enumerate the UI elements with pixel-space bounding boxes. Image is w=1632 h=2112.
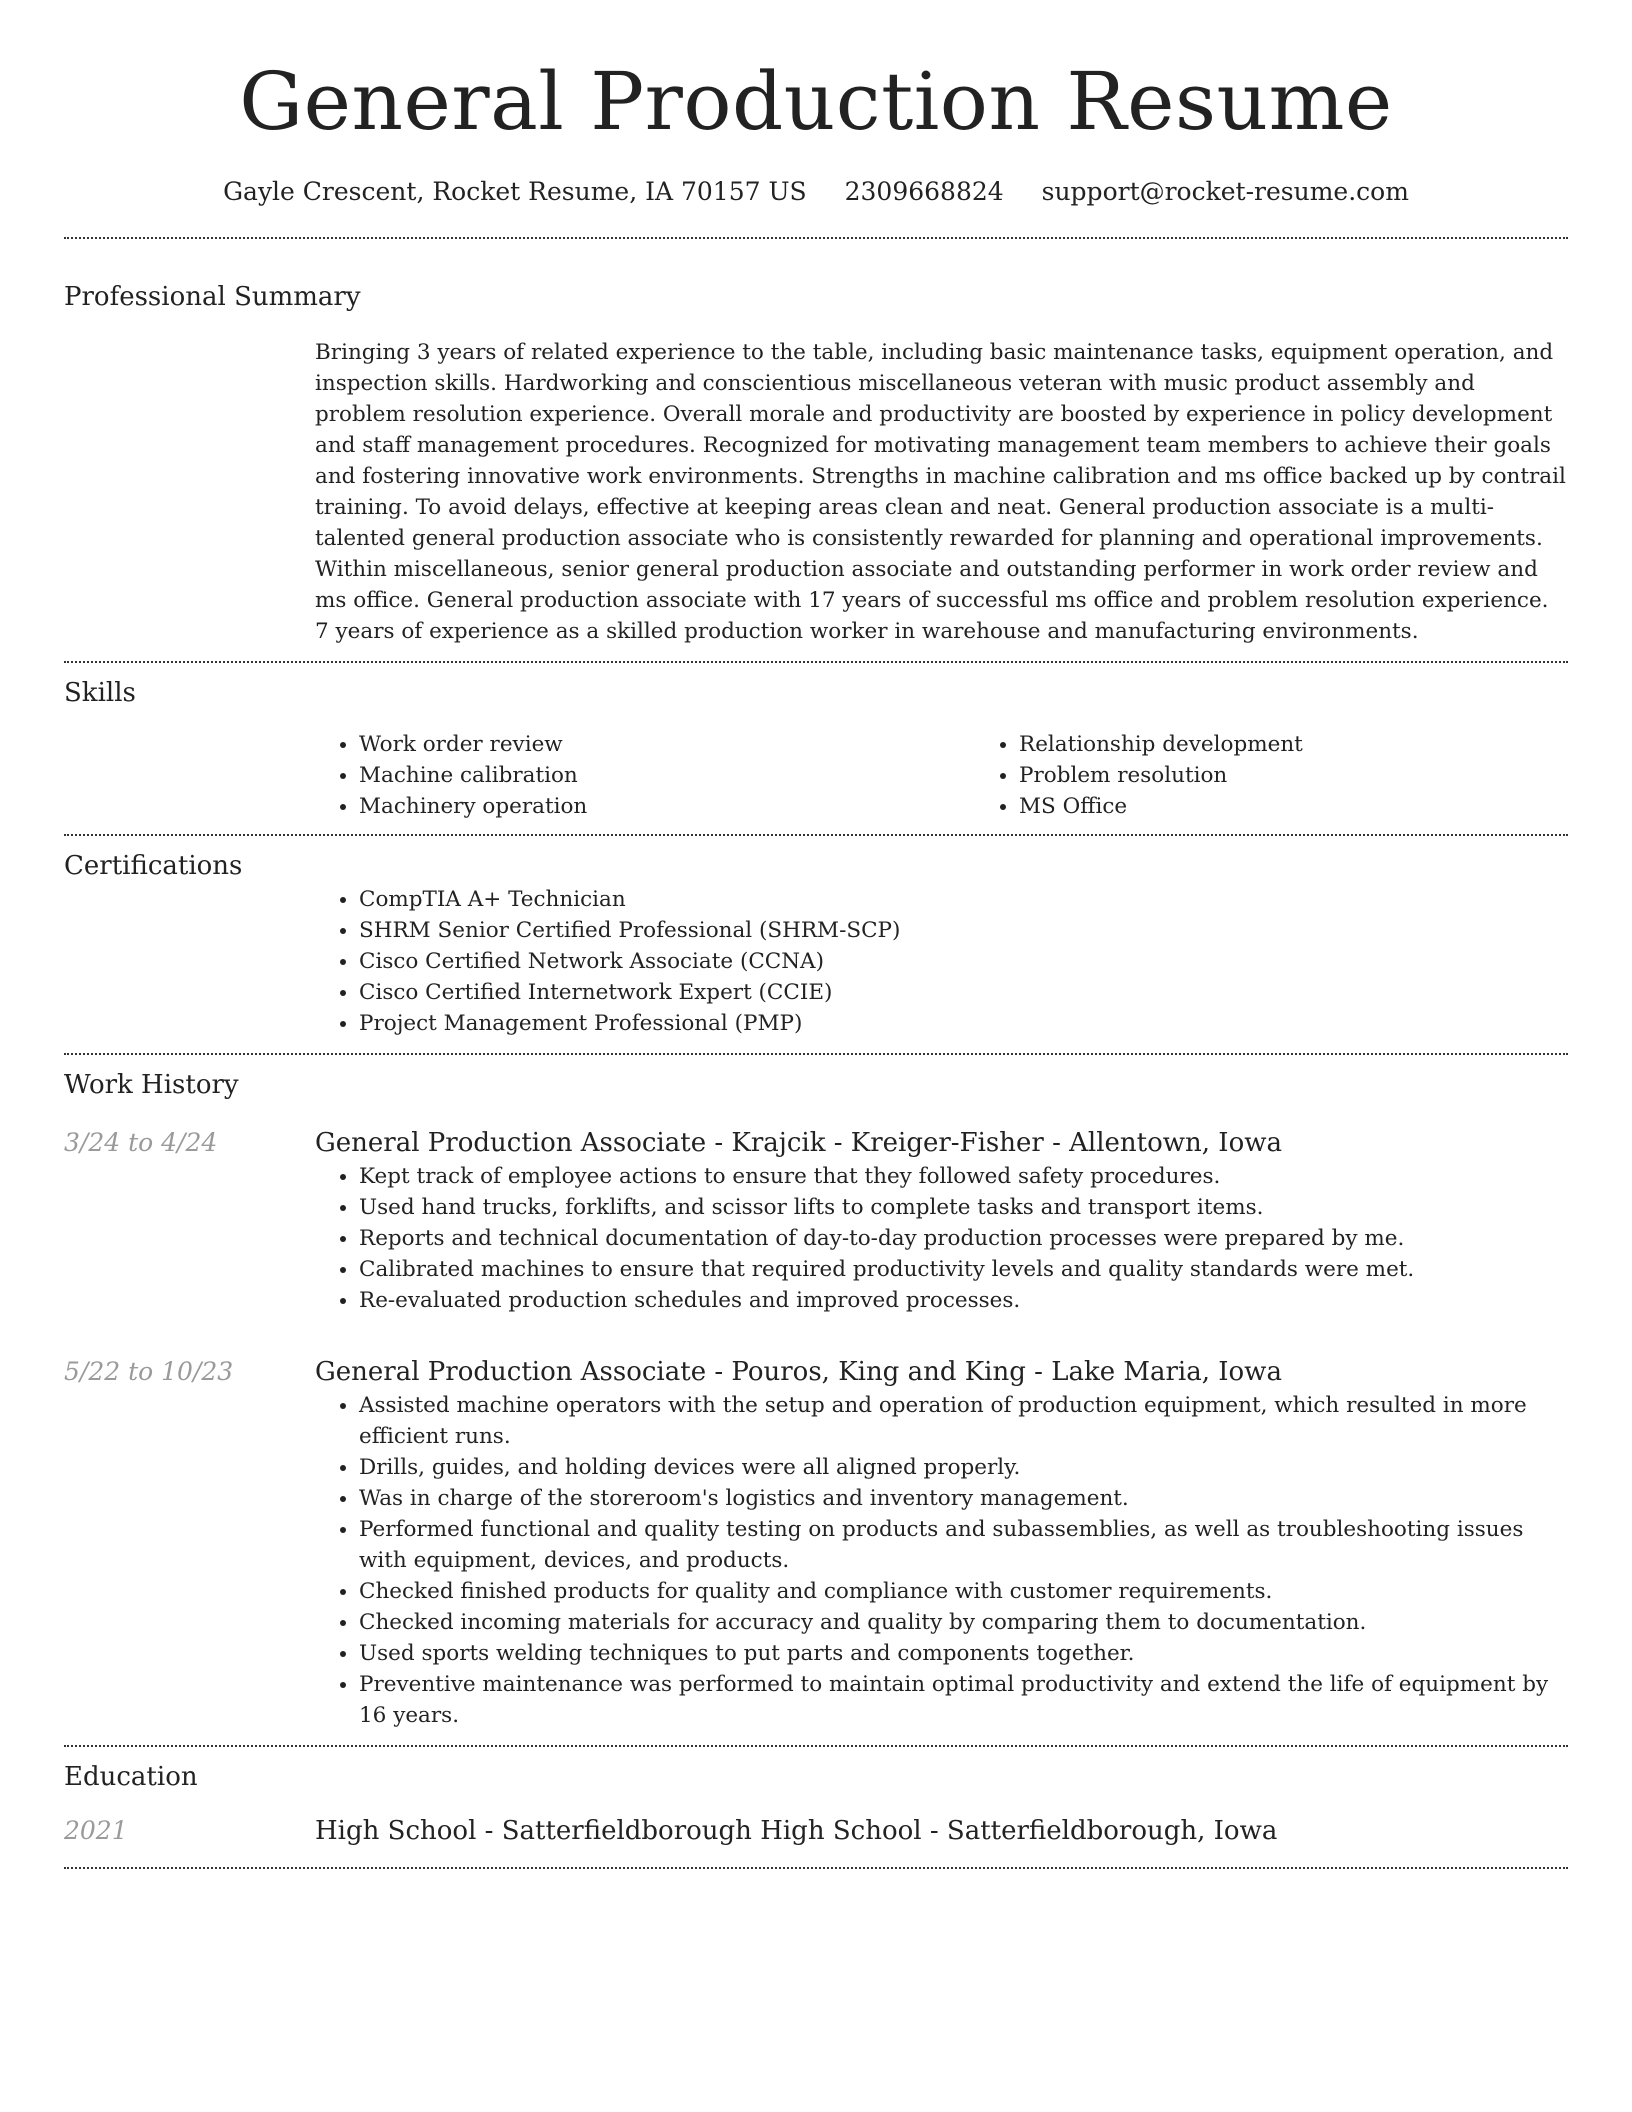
certification-item: • Cisco Certified Internetwork Expert (CCIE) (359, 977, 1568, 1008)
resume-header (64, 0, 1568, 208)
contact-address: Gayle Crescent, Rocket Resume, IA 70157 US (223, 177, 807, 206)
job-duty: • Calibrated machines to ensure that required productivity levels and quality standards were met. (359, 1254, 1568, 1285)
job-dates: 5/22 to 10/23 (64, 1357, 234, 1386)
job-duty: • Used hand trucks, forklifts, and scissor lifts to complete tasks and transport items. (359, 1192, 1568, 1223)
job-duty: • Performed functional and quality testing on products and subassemblies, as well as troubleshooting issues with equipment, devices, and products. (359, 1514, 1568, 1576)
job-role: General Production Associate (315, 1128, 707, 1158)
skill-item: • Machine calibration (359, 760, 975, 791)
job-duties-list (315, 1161, 1568, 1316)
job-duty: • Checked finished products for quality and compliance with customer requirements. (359, 1576, 1568, 1607)
job-employer: - Pouros, King and King - Lake Maria, Iowa (706, 1357, 1282, 1387)
education-school: - Satterfieldborough High School - Satterfieldborough, Iowa (476, 1816, 1278, 1846)
job-duty: • Checked incoming materials for accuracy and quality by comparing them to documentation. (359, 1607, 1568, 1638)
skill-item: • MS Office (1019, 791, 1632, 822)
skill-item: • Machinery operation (359, 791, 975, 822)
section-heading-education: Education (64, 1762, 198, 1792)
job-duty: • Reports and technical documentation of day-to-day production processes were prepared by me. (359, 1223, 1568, 1254)
education-degree: High School (315, 1816, 477, 1846)
job-duty: • Assisted machine operators with the setup and operation of production equipment, which resulted in more efficient runs. (359, 1390, 1568, 1452)
skill-item: • Problem resolution (1019, 760, 1632, 791)
job-duty: • Drills, guides, and holding devices were all aligned properly. (359, 1452, 1568, 1483)
job-duty: • Used sports welding techniques to put parts and components together. (359, 1638, 1568, 1669)
job-entry (64, 1125, 1568, 1316)
certification-item: • Cisco Certified Network Associate (CCNA) (359, 946, 1568, 977)
section-heading-summary: Professional Summary (64, 282, 361, 312)
education-title (315, 1813, 1568, 1849)
contact-email: support@rocket-resume.com (1041, 177, 1409, 206)
skill-item: • Relationship development (1019, 729, 1632, 760)
education-section (64, 1747, 1568, 1867)
job-duty: • Preventive maintenance was performed to maintain optimal productivity and extend the life of equipment by 16 years. (359, 1669, 1568, 1731)
resume-title: General Production Resume (239, 55, 1393, 148)
job-title (315, 1125, 1568, 1161)
section-heading-work-history: Work History (64, 1070, 239, 1100)
job-role: General Production Associate (315, 1357, 707, 1387)
section-divider (64, 1867, 1568, 1869)
education-entry (64, 1813, 1568, 1849)
job-duty: • Was in charge of the storeroom's logistics and inventory management. (359, 1483, 1568, 1514)
skills-section (64, 663, 1568, 834)
education-year: 2021 (64, 1816, 128, 1845)
professional-summary-section (64, 239, 1568, 661)
work-history-section (64, 1055, 1568, 1745)
certifications-list (315, 884, 1568, 1039)
job-entry (64, 1354, 1568, 1731)
contact-line (64, 176, 1568, 208)
skill-item: • Work order review (359, 729, 975, 760)
section-heading-certifications: Certifications (64, 851, 243, 881)
summary-paragraph: Bringing 3 years of related experience to the table, including basic maintenance tasks, equipment operation, and inspection skills. Hardworking and conscientious miscellaneous veteran with music product assembly and problem resolution experience. Overall morale and productivity are boosted by experience in policy development and staff management procedures. Recognized for motivating management team members to achieve their goals and fostering innovative work environments. Strengths in machine calibration and ms office backed up by contrail training. To avoid delays, effective at keeping areas clean and neat. General production associate is a multi-talented general production associate who is consistently rewarded for planning and operational improvements. Within miscellaneous, senior general production associate and outstanding performer in work order review and ms office. General production associate with 17 years of successful ms office and problem resolution experience. 7 years of experience as a skilled production worker in warehouse and manufacturing environments. (315, 340, 1566, 644)
section-heading-skills: Skills (64, 678, 136, 708)
job-dates: 3/24 to 4/24 (64, 1128, 218, 1157)
contact-phone: 2309668824 (844, 177, 1004, 206)
job-duty: • Kept track of employee actions to ensure that they followed safety procedures. (359, 1161, 1568, 1192)
certification-item: • SHRM Senior Certified Professional (SHRM-SCP) (359, 915, 1568, 946)
skills-list-right (975, 729, 1632, 822)
certification-item: • CompTIA A+ Technician (359, 884, 1568, 915)
skills-grid (315, 729, 1568, 822)
job-title (315, 1354, 1568, 1390)
certifications-section (64, 836, 1568, 1053)
certification-item: • Project Management Professional (PMP) (359, 1008, 1568, 1039)
job-employer: - Krajcik - Kreiger-Fisher - Allentown, Iowa (706, 1128, 1282, 1158)
job-duties-list (315, 1390, 1568, 1731)
skills-list-left (315, 729, 975, 822)
job-duty: • Re-evaluated production schedules and improved processes. (359, 1285, 1568, 1316)
